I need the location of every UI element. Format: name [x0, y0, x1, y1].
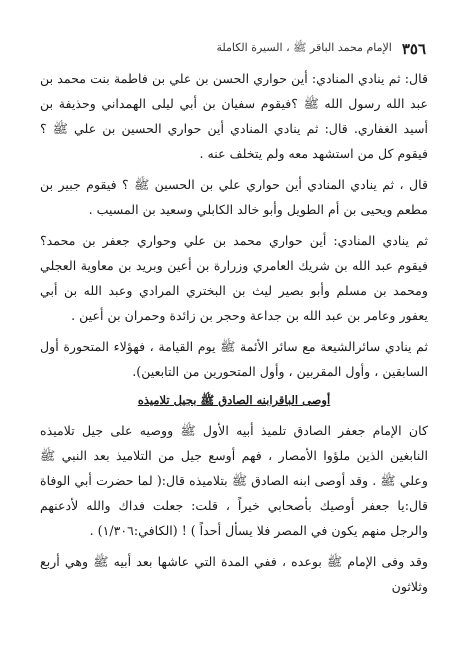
paragraph: ثم ينادي المنادي: أين حواري محمد بن علي وحواري جعفر بن محمد؟ فيقوم عبد الله بن شريك العامري وزرارة بن أعين وبريد بن معاوية العجلي ومحمد بن مسلم وأبو بصير ليث بن البختري المرادي وعبد الله بن أبي يعفور وعامر بن عبد الله بن جداعة وحجر بن زائدة وحمران بن أعين . — [40, 233, 428, 323]
paragraph: ثم ينادي سائرالشيعة مع سائر الأئمة ﷺ يوم القيامة ، فهؤلاء المتحورة أول السابقين ، وأول المقربين ، وأول المتحورين من التابعين). — [40, 339, 428, 379]
paragraph: قال ، ثم ينادي المنادي أين حواري علي بن الحسين ﷺ ؟ فيقوم جبير بن مطعم ويحيى بن أم الطويل وأبو خالد الكابلي وسعيد بن المسيب . — [40, 177, 428, 217]
page-number: ٣٥٦ — [401, 40, 426, 58]
page-header — [216, 38, 426, 60]
section-heading — [40, 390, 428, 410]
paragraph: كان الإمام جعفر الصادق تلميذ أبيه الأول ﷺ ووصيه على جيل تلاميذه النابغين الذين ملؤوا الأمصار ، فهم أوسع جيل من التلاميذ بعد النبي ﷺ وعلي ﷺ . وقد أوصى ابنه الصادق ﷺ بتلاميذه قال:( لما حضرت أبي الوفاة قال:يا جعفر أوصيك بأصحابي خيراً ، قلت: جعلت فداك والله لأدعنهم والرجل منهم يكون في المصر فلا يسأل أحداً ) ! (الكافي:١/٣٠٦) . — [40, 423, 428, 538]
page-body — [40, 66, 428, 605]
section-heading-text: أوصى الباقرابنه الصادق ﷺ بجيل تلاميذه — [137, 393, 331, 407]
paragraph: وقد وفى الإمام ﷺ بوعده ، ففي المدة التي عاشها بعد أبيه ﷺ وهي أربع وثلاثون — [40, 554, 428, 594]
paragraph: قال: ثم ينادي المنادي: أين حواري الحسن بن علي بن فاطمة بنت محمد بن عبد الله رسول الله ﷺ ؟فيقوم سفيان بن أبي ليلى الهمداني وحذيفة بن أسيد الغفاري. قال: ثم ينادي المنادي أين حواري الحسين بن علي ﷺ ؟ فيقوم كل من استشهد معه ولم يتخلف عنه . — [40, 71, 428, 161]
running-title: الإمام محمد الباقر ﷺ ، السيرة الكاملة — [216, 41, 392, 54]
